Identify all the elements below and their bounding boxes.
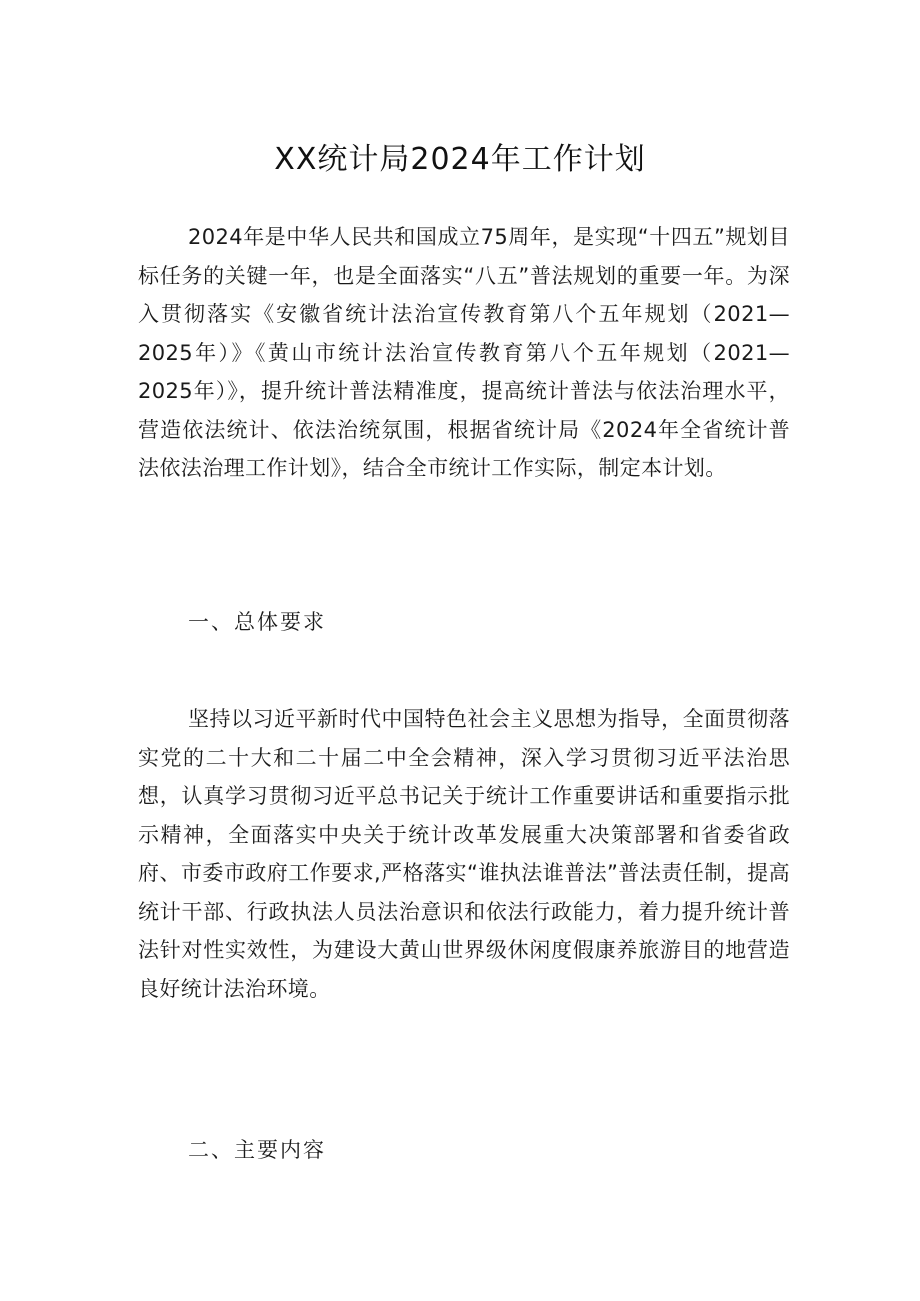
section-heading-main-content: 二、主要内容 — [188, 1138, 326, 1162]
intro-paragraph: 2024年是中华人民共和国成立75周年，是实现“十四五”规划目标任务的关键一年，也是全面落实“八五”普法规划的重要一年。为深入贯彻落实《安徽省统计法治宣传教育第八个五年规划（2021—2025年）》《黄山市统计法治宣传教育第八个五年规划（2021—2025年）》，提升统计普法精准度，提高统计普法与依法治理水平，营造依法统计、依法治统氛围，根据省统计局《2024年全省统计普法依法治理工作计划》，结合全市统计工作实际，制定本计划。 — [138, 225, 790, 480]
document-title: XX统计局2024年工作计划 — [274, 142, 646, 177]
section-body-general-requirements: 坚持以习近平新时代中国特色社会主义思想为指导，全面贯彻落实党的二十大和二十届二中全会精神，深入学习贯彻习近平法治思想，认真学习贯彻习近平总书记关于统计工作重要讲话和重要指示批示精神，全面落实中央关于统计改革发展重大决策部署和省委省政府、市委市政府工作要求,严格落实“谁执法谁普法”普法责任制，提高统计干部、行政执法人员法治意识和依法行政能力，着力提升统计普法针对性实效性，为建设大黄山世界级休闲度假康养旅游目的地营造良好统计法治环境。 — [138, 707, 790, 1001]
section-heading-general-requirements: 一、总体要求 — [188, 610, 326, 634]
